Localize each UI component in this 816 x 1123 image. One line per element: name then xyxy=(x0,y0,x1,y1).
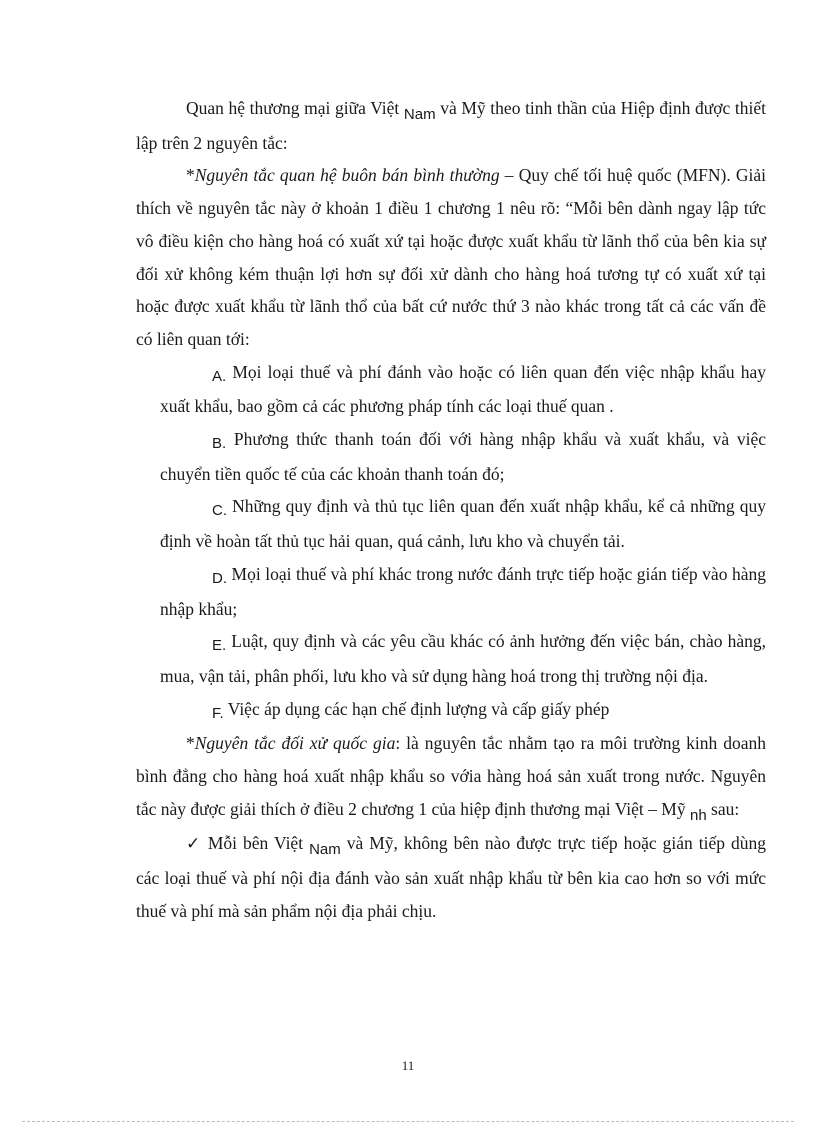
item-text: Những quy định và thủ tục liên quan đến xuất nhập khẩu, kể cả những quy định về hoàn tất thủ tục hải quan, quá cảnh, lưu kho và chuyển tải. xyxy=(160,496,766,552)
tax-rule-text-1: Mỗi bên Việt xyxy=(201,833,310,854)
list-item-f xyxy=(160,693,766,728)
list-item-a xyxy=(160,356,766,423)
subscript-nam: Nam xyxy=(309,841,341,859)
national-treatment-text-1: : là nguyên tắc nhằm tạo ra môi trường kinh doanh bình đẳng cho hàng hoá xuất nhập khẩu so vớia hàng hoá sản xuất trong nước. Nguyên tắc này được giải thích ở điều 2 chương 1 của hiệp định thương mại Việt – Mỹ xyxy=(136,733,766,819)
item-label: E. xyxy=(212,637,227,655)
page-number: 11 xyxy=(401,1058,415,1073)
national-treatment-heading: Nguyên tắc đối xử quốc gia xyxy=(194,733,396,754)
list-item-e xyxy=(160,625,766,692)
item-text: Mọi loại thuế và phí khác trong nước đánh trực tiếp hoặc gián tiếp vào hàng nhập khẩu; xyxy=(160,563,766,619)
item-text: Phương thức thanh toán đối với hàng nhập khẩu và xuất khẩu, và việc chuyển tiền quốc tế của các khoản thanh toán đó; xyxy=(160,429,766,484)
bullet-asterisk: * xyxy=(186,733,195,754)
subscript-nam: Nam xyxy=(403,106,436,123)
bullet-asterisk: * xyxy=(186,165,195,186)
item-label: F. xyxy=(212,704,224,722)
page-bottom-divider xyxy=(22,1121,794,1122)
paragraph-intro xyxy=(136,92,766,159)
mfn-principle-heading: Nguyên tắc quan hệ buôn bán bình thường xyxy=(194,165,500,186)
list-item-b xyxy=(160,423,766,490)
list-item-c xyxy=(160,490,766,557)
tax-rule-text-2: và Mỹ, không bên nào được trực tiếp hoặc gián tiếp dùng các loại thuế và phí nội địa đánh vào sản xuất nhập khẩu từ bên kia cao hơn so với mức thuế và phí mà sản phẩm nội địa phải chịu. xyxy=(136,833,767,921)
intro-text-2: và Mỹ theo tinh thần của Hiệp định được thiết lập trên 2 nguyên tắc: xyxy=(136,98,766,153)
item-text: Việc áp dụng các hạn chế định lượng và cấp giấy phép xyxy=(223,698,610,719)
subscript-nh: nh xyxy=(689,806,707,824)
item-text: Mọi loại thuế và phí đánh vào hoặc có liên quan đến việc nhập khẩu hay xuất khẩu, bao gồm cả các phương pháp tính các loại thuế quan . xyxy=(160,361,766,417)
national-treatment-text-2: sau: xyxy=(706,798,740,819)
item-label: A. xyxy=(212,367,227,385)
intro-text-1: Quan hệ thương mại giữa Việt xyxy=(186,98,404,118)
mfn-text: – Quy chế tối huệ quốc (MFN). Giải thích về nguyên tắc này ở khoản 1 điều 1 chương 1 nêu rõ: “Mỗi bên dành ngay lập tức vô điều kiện cho hàng hoá có xuất xứ tại hoặc được xuất khẩu từ lãnh thổ của bên kia sự đối xử không kém thuận lợi hơn sự đối xử dành cho hàng hoá tương tự có xuất xứ tại hoặc được xuất khẩu từ lãnh thổ của bất cứ nước thứ 3 nào khác trong tất cả các vấn đề có liên quan tới: xyxy=(136,165,766,349)
list-item-d xyxy=(160,558,766,625)
item-label: D. xyxy=(212,569,227,587)
item-label: C. xyxy=(212,502,227,520)
paragraph-national-treatment xyxy=(136,727,766,827)
checkmark-icon: ✓ xyxy=(186,834,202,855)
item-text: Luật, quy định và các yêu cầu khác có ảnh hưởng đến việc bán, chào hàng, mua, vận tải, phân phối, lưu kho và sử dụng hàng hoá trong thị trường nội địa. xyxy=(160,631,766,686)
item-label: B. xyxy=(212,435,227,453)
document-body xyxy=(136,92,766,928)
paragraph-tax-rule xyxy=(136,827,766,927)
paragraph-mfn xyxy=(136,159,766,355)
item-list xyxy=(136,356,766,728)
